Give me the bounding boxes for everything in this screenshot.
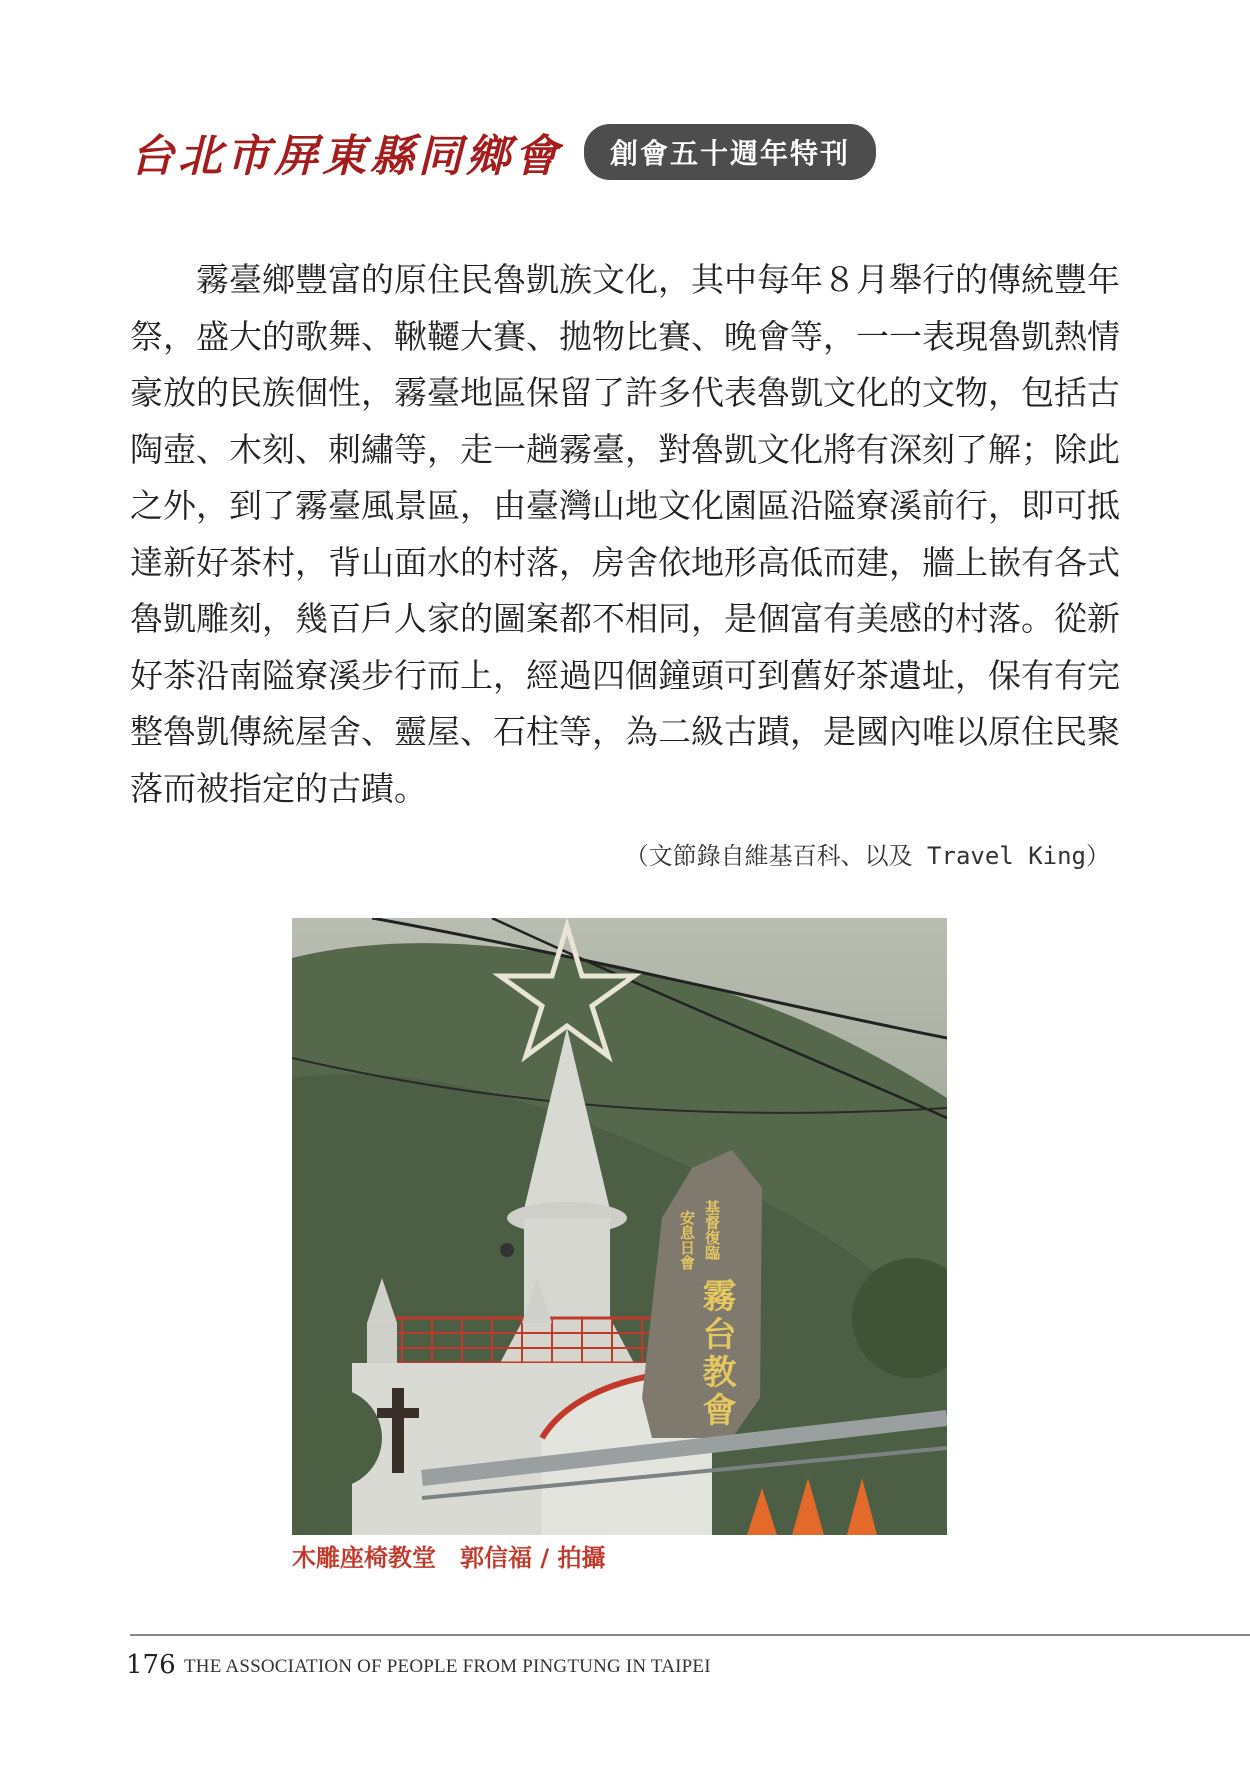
church-photo-illustration bbox=[292, 918, 947, 1535]
citation: （文節錄自維基百科、以及 Travel King） bbox=[624, 842, 1110, 870]
photo-caption: 木雕座椅教堂 郭信福 / 拍攝 bbox=[292, 1544, 606, 1572]
page-header bbox=[130, 120, 876, 184]
sign-main-text: 霧台教會 bbox=[696, 1278, 736, 1430]
footer-title: THE ASSOCIATION OF PEOPLE FROM PINGTUNG IN TAIPEI bbox=[184, 1656, 711, 1677]
association-name: 台北市屏東縣同鄉會 bbox=[130, 131, 562, 182]
page-number: 176 bbox=[126, 1650, 176, 1680]
article-body: 霧臺鄉豐富的原住民魯凱族文化，其中每年８月舉行的傳統豐年祭，盛大的歌舞、鞦韆大賽、拋物比賽、晚會等，一一表現魯凱熱情豪放的民族個性，霧臺地區保留了許多代表魯凱文化的文物，包括古陶壺、木刻、刺繡等，走一趟霧臺，對魯凱文化將有深刻了解；除此之外，到了霧臺風景區，由臺灣山地文化園區沿隘寮溪前行，即可抵達新好茶村，背山面水的村落，房舍依地形高低而建，牆上嵌有各式魯凱雕刻，幾百戶人家的圖案都不相同，是個富有美感的村落。從新好茶沿南隘寮溪步行而上，經過四個鐘頭可到舊好茶遺址，保有有完整魯凱傳統屋舍、靈屋、石柱等，為二級古蹟，是國內唯以原住民聚落而被指定的古蹟。 bbox=[130, 260, 1120, 808]
sign-small-right-text: 基督復臨 bbox=[703, 1200, 721, 1260]
special-issue-badge: 創會五十週年特刊 bbox=[584, 124, 876, 180]
sign-small-left-text: 安息日會 bbox=[678, 1210, 696, 1270]
footer-divider bbox=[130, 1634, 1250, 1636]
church-photo bbox=[292, 918, 947, 1535]
